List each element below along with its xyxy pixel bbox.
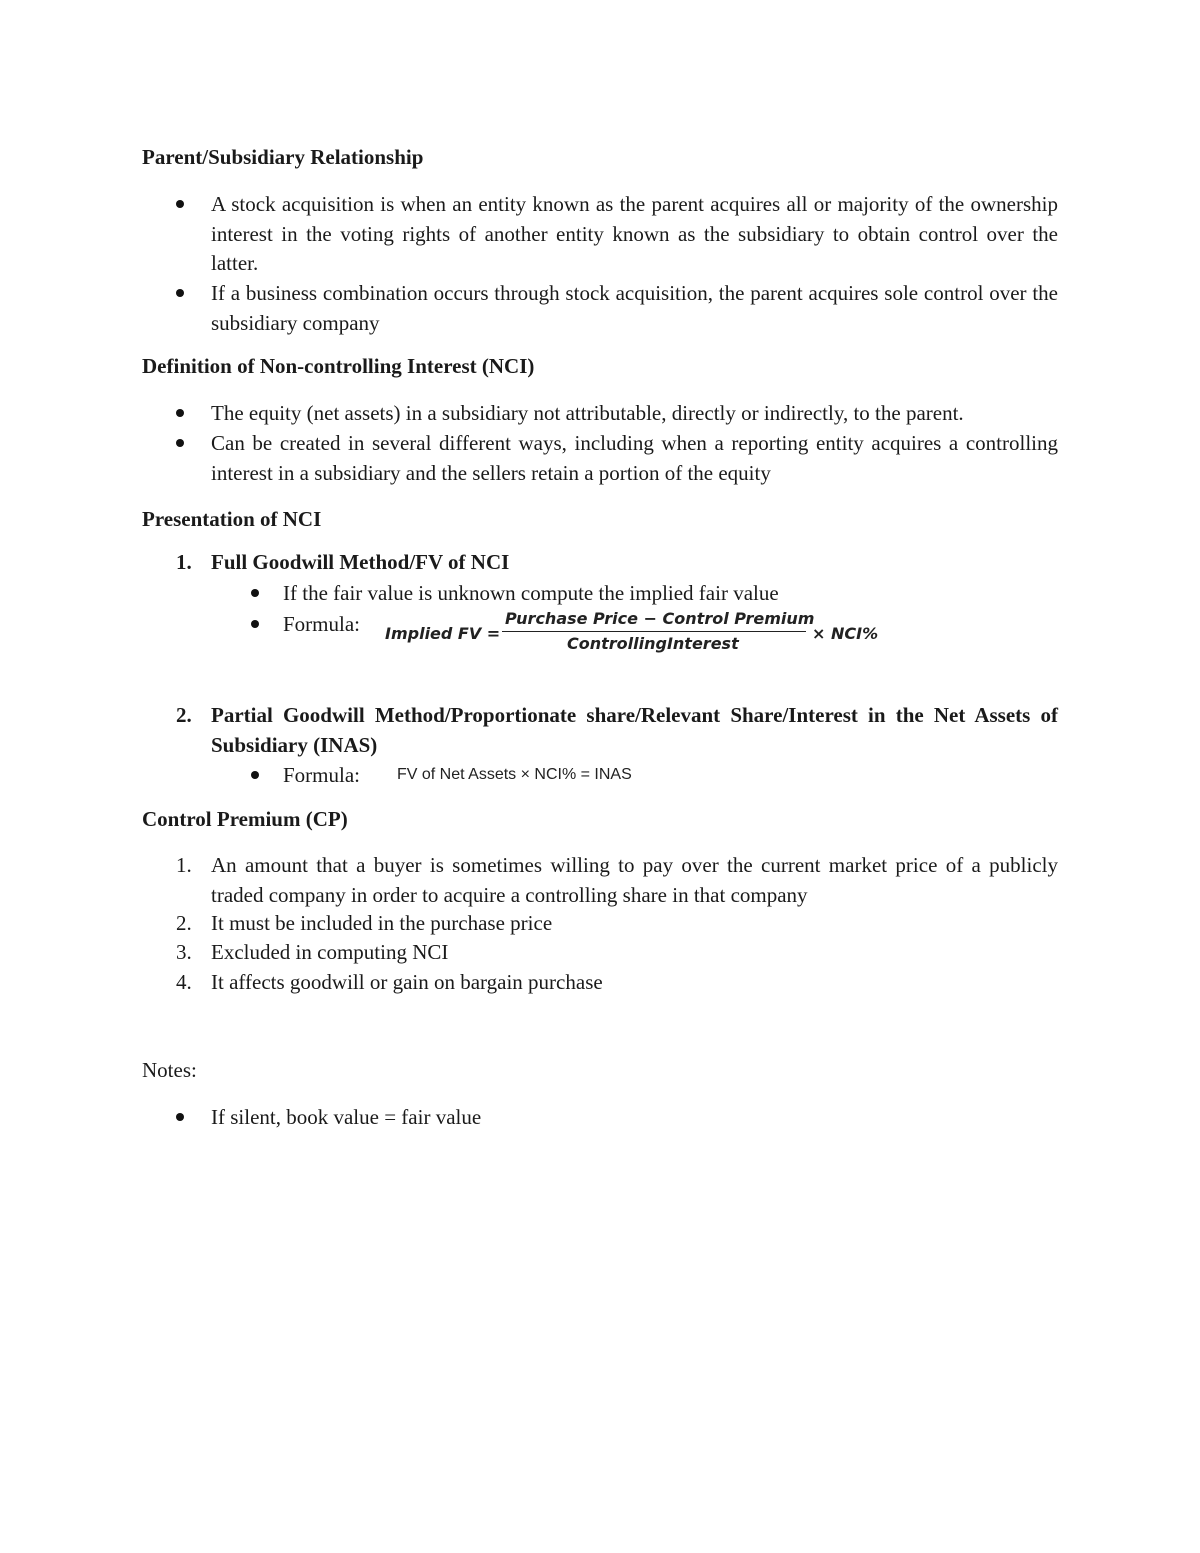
- section-title-parent-subsidiary: Parent/Subsidiary Relationship: [142, 145, 424, 169]
- formula-rhs: × NCI%: [812, 624, 879, 643]
- bullet-icon: [176, 1113, 184, 1121]
- formula-inas: FV of Net Assets × NCI% = INAS: [397, 766, 632, 783]
- formula-lhs: Implied FV =: [385, 624, 501, 643]
- bullet-icon: [176, 409, 184, 417]
- formula-numerator: Purchase Price − Control Premium: [505, 609, 815, 628]
- bullet-icon: [251, 589, 259, 597]
- list-item-title: Full Goodwill Method/FV of NCI: [211, 550, 510, 574]
- list-number: 1.: [176, 853, 192, 877]
- bullet-text: Can be created in several different ways, including when a reporting entity acquires a controlling interest in a subsidiary and the sellers retain a portion of the equity: [211, 431, 1058, 485]
- notes-title: Notes:: [142, 1058, 197, 1082]
- bullet-text: If a business combination occurs through stock acquisition, the parent acquires sole control over the subsidiary company: [211, 281, 1058, 335]
- bullet-text: If the fair value is unknown compute the implied fair value: [283, 581, 779, 605]
- list-number: 2.: [176, 703, 192, 727]
- bullet-text: A stock acquisition is when an entity known as the parent acquires all or majority of the ownership interest in the voting rights of another entity known as the subsidiary to obtain control over the latter.: [211, 192, 1058, 275]
- fraction-bar: [502, 631, 806, 632]
- bullet-icon: [176, 289, 184, 297]
- list-item-title: Partial Goodwill Method/Proportionate share/Relevant Share/Interest in the Net Assets of Subsidiary (INAS): [211, 703, 1058, 757]
- bullet-icon: [176, 439, 184, 447]
- list-item-text: Excluded in computing NCI: [211, 940, 449, 964]
- list-number: 3.: [176, 940, 192, 964]
- bullet-icon: [251, 771, 259, 779]
- section-title-presentation-nci: Presentation of NCI: [142, 507, 322, 531]
- list-number: 2.: [176, 911, 192, 935]
- section-title-control-premium: Control Premium (CP): [142, 807, 348, 831]
- list-item-text: It must be included in the purchase price: [211, 911, 553, 935]
- list-item-text: An amount that a buyer is sometimes willing to pay over the current market price of a publicly traded company in order to acquire a controlling share in that company: [211, 853, 1058, 907]
- bullet-icon: [251, 620, 259, 628]
- bullet-text: If silent, book value = fair value: [211, 1105, 482, 1129]
- list-number: 1.: [176, 550, 192, 574]
- bullet-text: Formula:: [283, 763, 360, 787]
- section-title-nci-definition: Definition of Non-controlling Interest (NCI): [142, 354, 535, 378]
- bullet-icon: [176, 200, 184, 208]
- bullet-text: Formula:: [283, 612, 360, 636]
- list-item-text: It affects goodwill or gain on bargain purchase: [211, 970, 603, 994]
- list-number: 4.: [176, 970, 192, 994]
- formula-denominator: ControllingInterest: [567, 634, 739, 653]
- bullet-text: The equity (net assets) in a subsidiary not attributable, directly or indirectly, to the parent.: [211, 401, 964, 425]
